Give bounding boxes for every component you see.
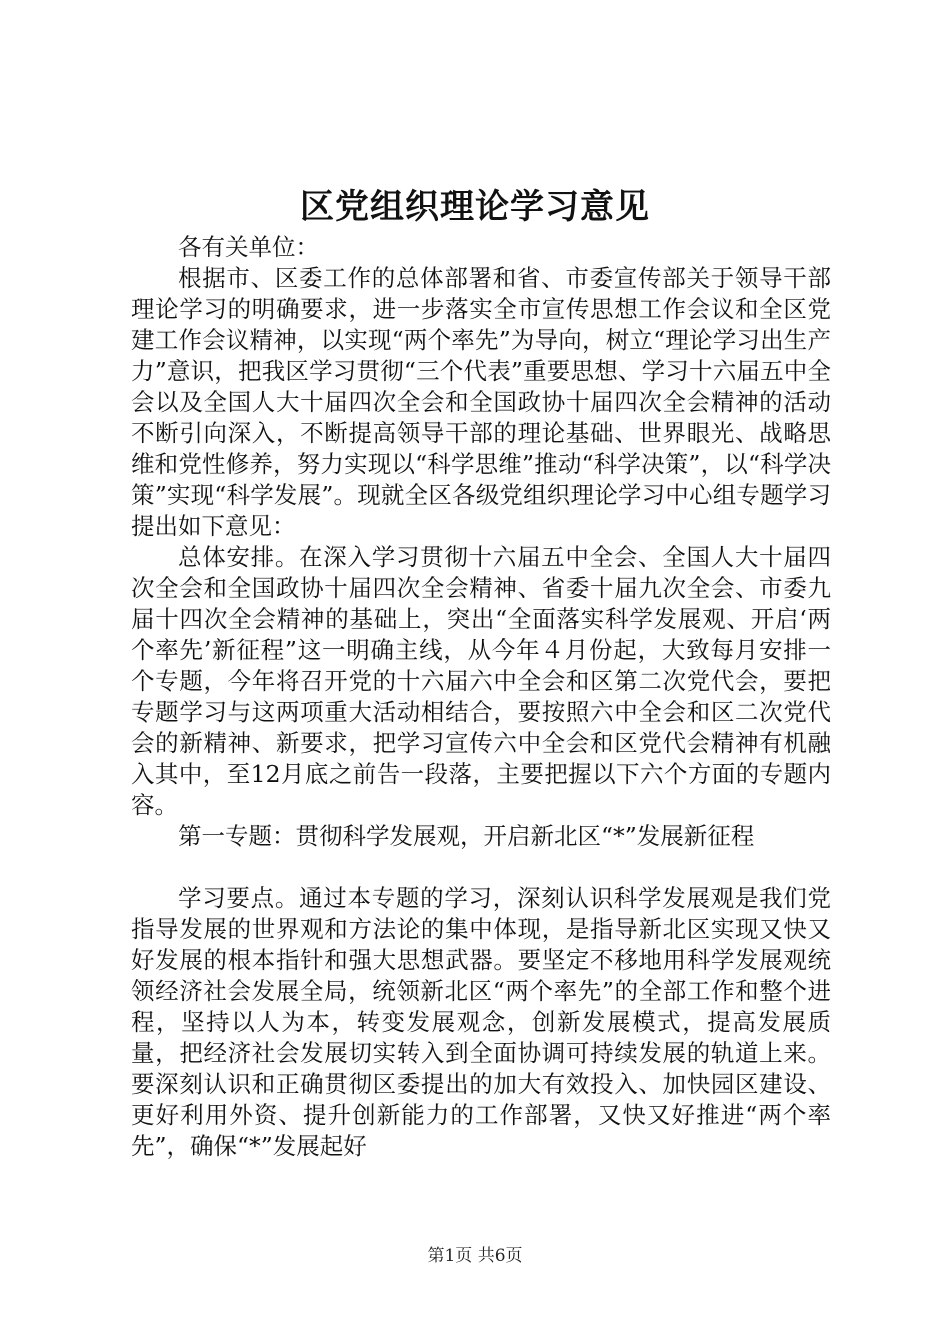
paragraph-overall-arrangement: 总体安排。在深入学习贯彻十六届五中全会、全国人大十届四次全会和全国政协十届四次全会精神、省委十届九次全会、市委九届十四次全会精神的基础上，突出“全面落实科学发展观、开启‘两个率先’新征程”这一明确主线，从今年４月份起，大致每月安排一个专题，今年将召开党的十六届六中全会和区第二次党代会，要把专题学习与这两项重大活动相结合，要按照六中全会和区二次党代会的新精神、新要求，把学习宣传六中全会和区党代会精神有机融入其中，至12月底之前告一段落，主要把握以下六个方面的专题内容。 [131,543,831,819]
paragraph-intro: 根据市、区委工作的总体部署和省、市委宣传部关于领导干部理论学习的明确要求，进一步落实全市宣传思想工作会议和全区党建工作会议精神，以实现“两个率先”为导向，树立“理论学习出生产力”意识，把我区学习贯彻“三个代表”重要思想、学习十六届五中全会以及全国人大十届四次全会和全国政协十届四次全会精神的活动不断引向深入，不断提高领导干部的理论基础、世界眼光、战略思维和党性修养，努力实现以“科学思维”推动“科学决策”，以“科学决策”实现“科学发展”。现就全区各级党组织理论学习中心组专题学习提出如下意见： [131,264,831,540]
blank-line [131,852,831,883]
page-footer: 第1页 共6页 [427,1246,523,1266]
page-title: 区党组织理论学习意见 [300,187,650,227]
paragraph-learning-points: 学习要点。通过本专题的学习，深刻认识科学发展观是我们党指导发展的世界观和方法论的集中体现，是指导新北区实现又快又好发展的根本指针和强大思想武器。要坚定不移地用科学发展观统领经济社会发展全局，统领新北区“两个率先”的全部工作和整个进程，坚持以人为本，转变发展观念，创新发展模式，提高发展质量，把经济社会发展切实转入到全面协调可持续发展的轨道上来。要深刻认识和正确贯彻区委提出的加大有效投入、加快园区建设、更好利用外资、提升创新能力的工作部署，又快又好推进“两个率先”，确保“*”发展起好 [131,884,831,1160]
document-body [131,232,831,1162]
salutation: 各有关单位： [178,233,319,261]
section-heading-topic-1: 第一专题：贯彻科学发展观，开启新北区“*”发展新征程 [178,822,755,850]
